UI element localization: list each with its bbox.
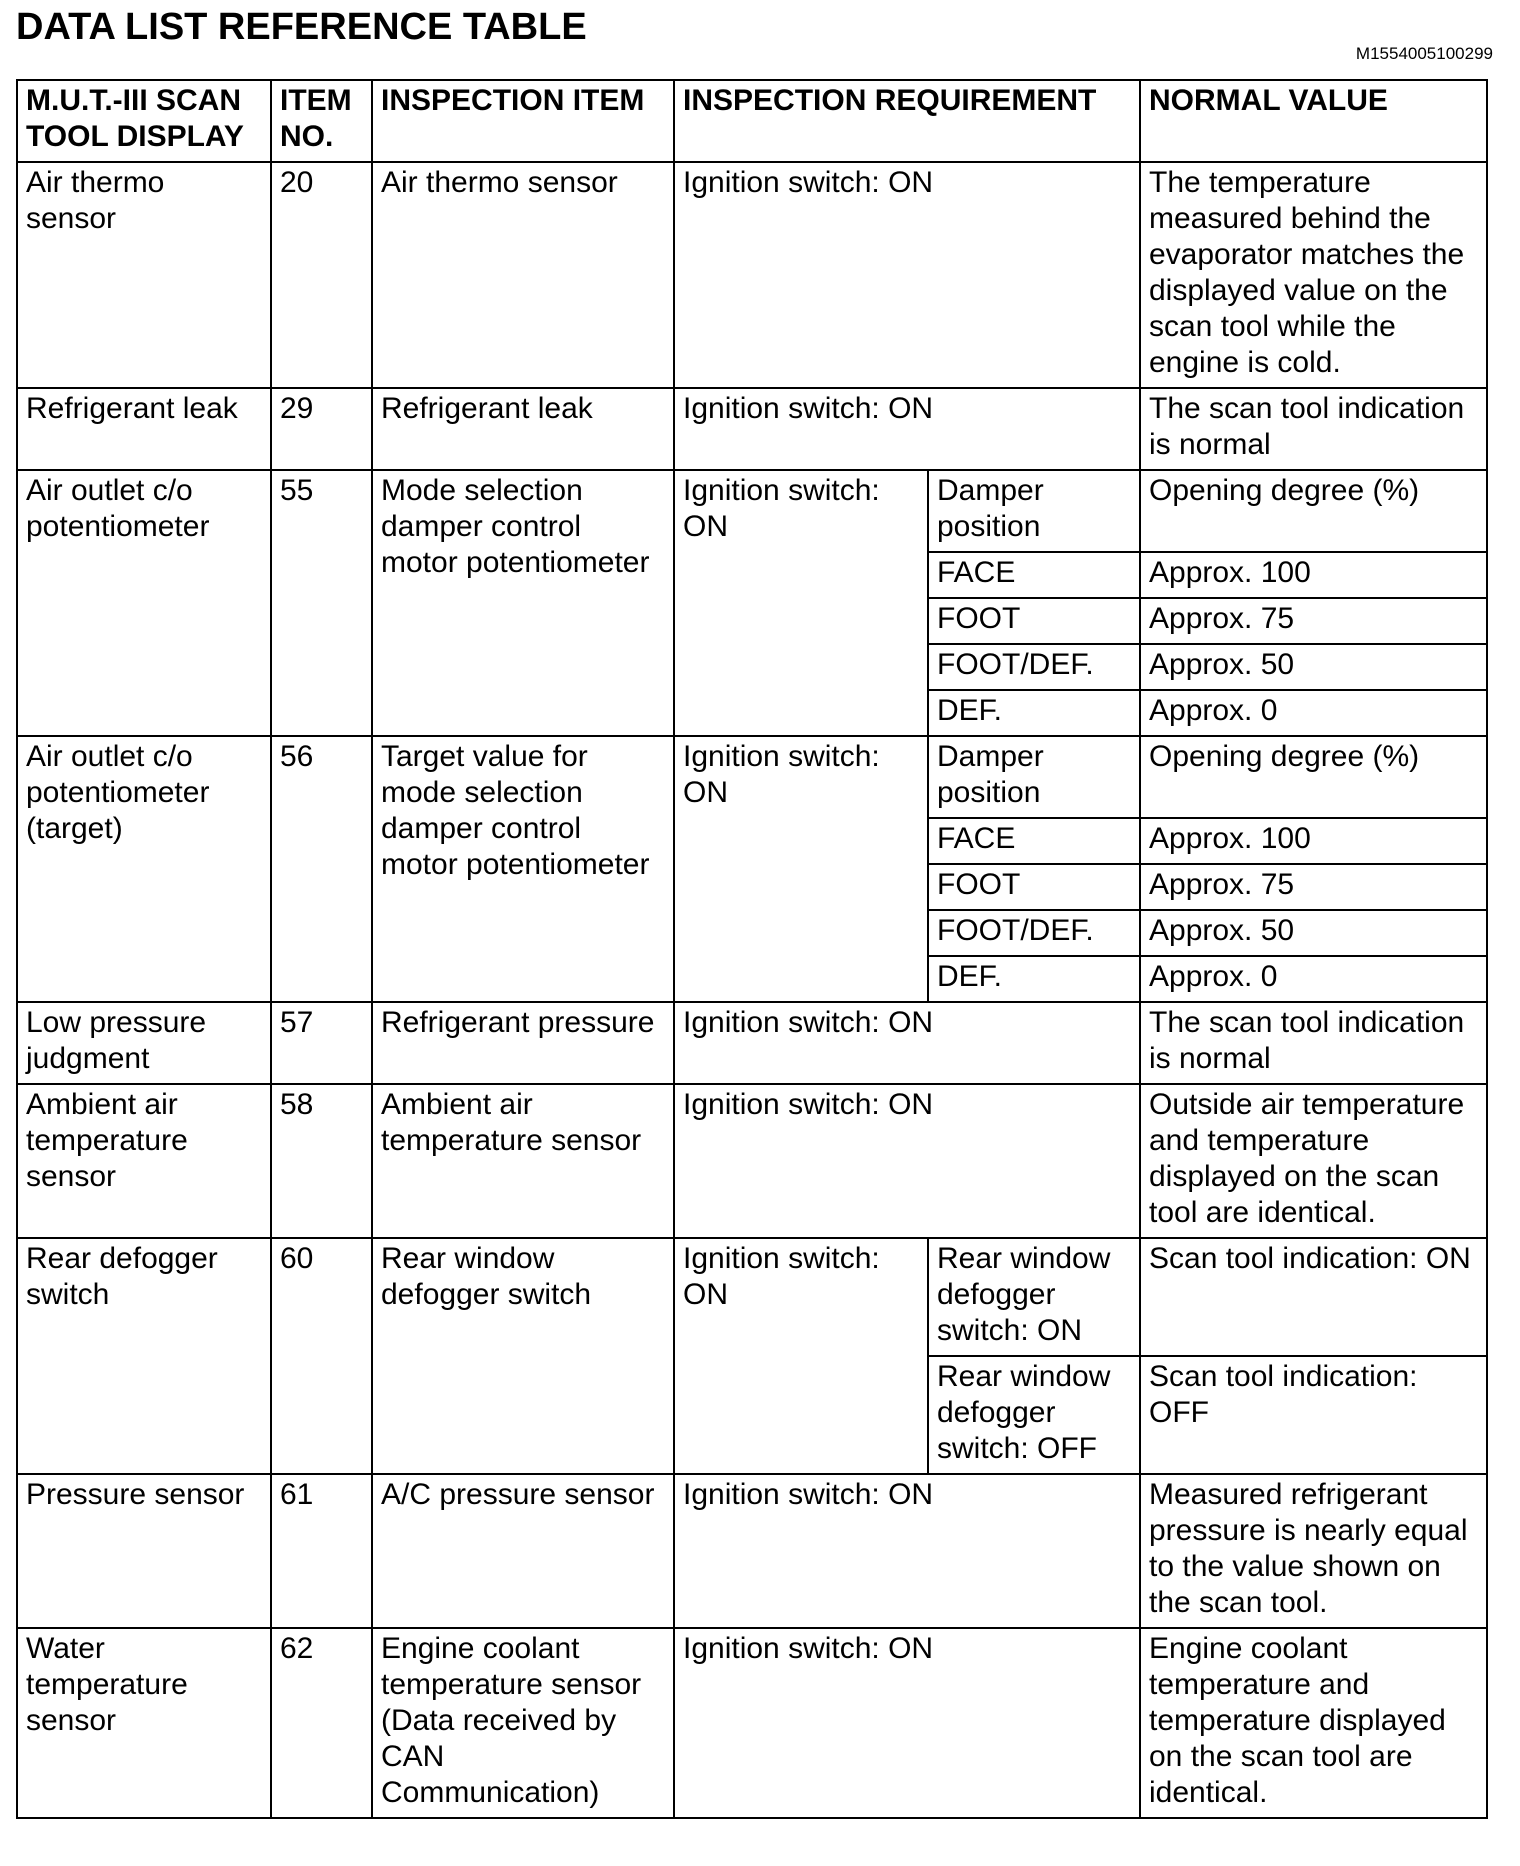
cell-display: Air thermo sensor <box>17 162 271 388</box>
cell-condition: FOOT/DEF. <box>928 644 1140 690</box>
cell-requirement: Ignition switch: ON <box>674 1084 1140 1238</box>
table-row <box>17 470 1487 552</box>
cell-normal-value: Approx. 0 <box>1140 956 1487 1002</box>
cell-inspection-item: Engine coolant temperature sensor (Data received by CAN Communication) <box>372 1628 674 1818</box>
header-normal-value: NORMAL VALUE <box>1140 80 1487 162</box>
cell-requirement: Ignition switch: ON <box>674 1474 1140 1628</box>
page-title: DATA LIST REFERENCE TABLE <box>16 6 587 48</box>
cell-requirement: Ignition switch: ON <box>674 1002 1140 1084</box>
table-row <box>17 1628 1487 1818</box>
header-row <box>17 80 1487 162</box>
header-display: M.U.T.-III SCAN TOOL DISPLAY <box>17 80 271 162</box>
cell-requirement: Ignition switch: ON <box>674 1628 1140 1818</box>
cell-normal-value: Opening degree (%) <box>1140 736 1487 818</box>
table-row <box>17 388 1487 470</box>
cell-normal-value: Approx. 100 <box>1140 552 1487 598</box>
cell-normal-value: Approx. 0 <box>1140 690 1487 736</box>
cell-normal-value: Scan tool indication: OFF <box>1140 1356 1487 1474</box>
cell-normal-value: Outside air temperature and temperature displayed on the scan tool are identical. <box>1140 1084 1487 1238</box>
cell-inspection-item: Rear window defogger switch <box>372 1238 674 1474</box>
cell-inspection-item: Air thermo sensor <box>372 162 674 388</box>
cell-display: Low pressure judgment <box>17 1002 271 1084</box>
cell-condition: DEF. <box>928 956 1140 1002</box>
table-row <box>17 1002 1487 1084</box>
cell-condition: FACE <box>928 818 1140 864</box>
cell-inspection-item: Ambient air temperature sensor <box>372 1084 674 1238</box>
cell-condition: Damper position <box>928 736 1140 818</box>
cell-display: Pressure sensor <box>17 1474 271 1628</box>
cell-inspection-item: Mode selection damper control motor potentiometer <box>372 470 674 736</box>
cell-display: Air outlet c/o potentiometer <box>17 470 271 736</box>
cell-normal-value: Measured refrigerant pressure is nearly equal to the value shown on the scan tool. <box>1140 1474 1487 1628</box>
cell-requirement: Ignition switch: ON <box>674 162 1140 388</box>
cell-condition: Rear window defogger switch: ON <box>928 1238 1140 1356</box>
cell-item-no: 60 <box>271 1238 372 1474</box>
cell-inspection-item: Target value for mode selection damper control motor potentiometer <box>372 736 674 1002</box>
cell-normal-value: The scan tool indication is normal <box>1140 1002 1487 1084</box>
table-row <box>17 1238 1487 1356</box>
cell-normal-value: Scan tool indication: ON <box>1140 1238 1487 1356</box>
header-inspection-item: INSPECTION ITEM <box>372 80 674 162</box>
cell-normal-value: Engine coolant temperature and temperature displayed on the scan tool are identical. <box>1140 1628 1487 1818</box>
cell-display: Refrigerant leak <box>17 388 271 470</box>
cell-display: Air outlet c/o potentiometer (target) <box>17 736 271 1002</box>
cell-item-no: 29 <box>271 388 372 470</box>
cell-display: Rear defogger switch <box>17 1238 271 1474</box>
table-row <box>17 1474 1487 1628</box>
cell-normal-value: Approx. 75 <box>1140 864 1487 910</box>
cell-normal-value: Approx. 100 <box>1140 818 1487 864</box>
cell-condition: DEF. <box>928 690 1140 736</box>
cell-requirement: Ignition switch: ON <box>674 736 928 1002</box>
cell-requirement: Ignition switch: ON <box>674 470 928 736</box>
cell-item-no: 20 <box>271 162 372 388</box>
cell-display: Ambient air temperature sensor <box>17 1084 271 1238</box>
cell-condition: Rear window defogger switch: OFF <box>928 1356 1140 1474</box>
cell-normal-value: Approx. 50 <box>1140 644 1487 690</box>
cell-normal-value: Approx. 75 <box>1140 598 1487 644</box>
table-row <box>17 162 1487 388</box>
cell-item-no: 58 <box>271 1084 372 1238</box>
cell-item-no: 56 <box>271 736 372 1002</box>
data-list-table <box>16 79 1488 1819</box>
cell-inspection-item: Refrigerant pressure <box>372 1002 674 1084</box>
cell-condition: Damper position <box>928 470 1140 552</box>
cell-condition: FOOT <box>928 864 1140 910</box>
cell-inspection-item: A/C pressure sensor <box>372 1474 674 1628</box>
cell-condition: FOOT/DEF. <box>928 910 1140 956</box>
cell-requirement: Ignition switch: ON <box>674 388 1140 470</box>
cell-condition: FACE <box>928 552 1140 598</box>
cell-normal-value: The temperature measured behind the evaporator matches the displayed value on the scan tool while the engine is cold. <box>1140 162 1487 388</box>
cell-normal-value: Approx. 50 <box>1140 910 1487 956</box>
cell-inspection-item: Refrigerant leak <box>372 388 674 470</box>
cell-item-no: 61 <box>271 1474 372 1628</box>
cell-normal-value: Opening degree (%) <box>1140 470 1487 552</box>
cell-display: Water temperature sensor <box>17 1628 271 1818</box>
cell-normal-value: The scan tool indication is normal <box>1140 388 1487 470</box>
table-row <box>17 736 1487 818</box>
header-item-no: ITEM NO. <box>271 80 372 162</box>
cell-item-no: 55 <box>271 470 372 736</box>
table-row <box>17 1084 1487 1238</box>
cell-item-no: 62 <box>271 1628 372 1818</box>
header-inspection-requirement: INSPECTION REQUIREMENT <box>674 80 1140 162</box>
document-code: M1554005100299 <box>1355 44 1493 63</box>
cell-requirement: Ignition switch: ON <box>674 1238 928 1474</box>
cell-item-no: 57 <box>271 1002 372 1084</box>
cell-condition: FOOT <box>928 598 1140 644</box>
